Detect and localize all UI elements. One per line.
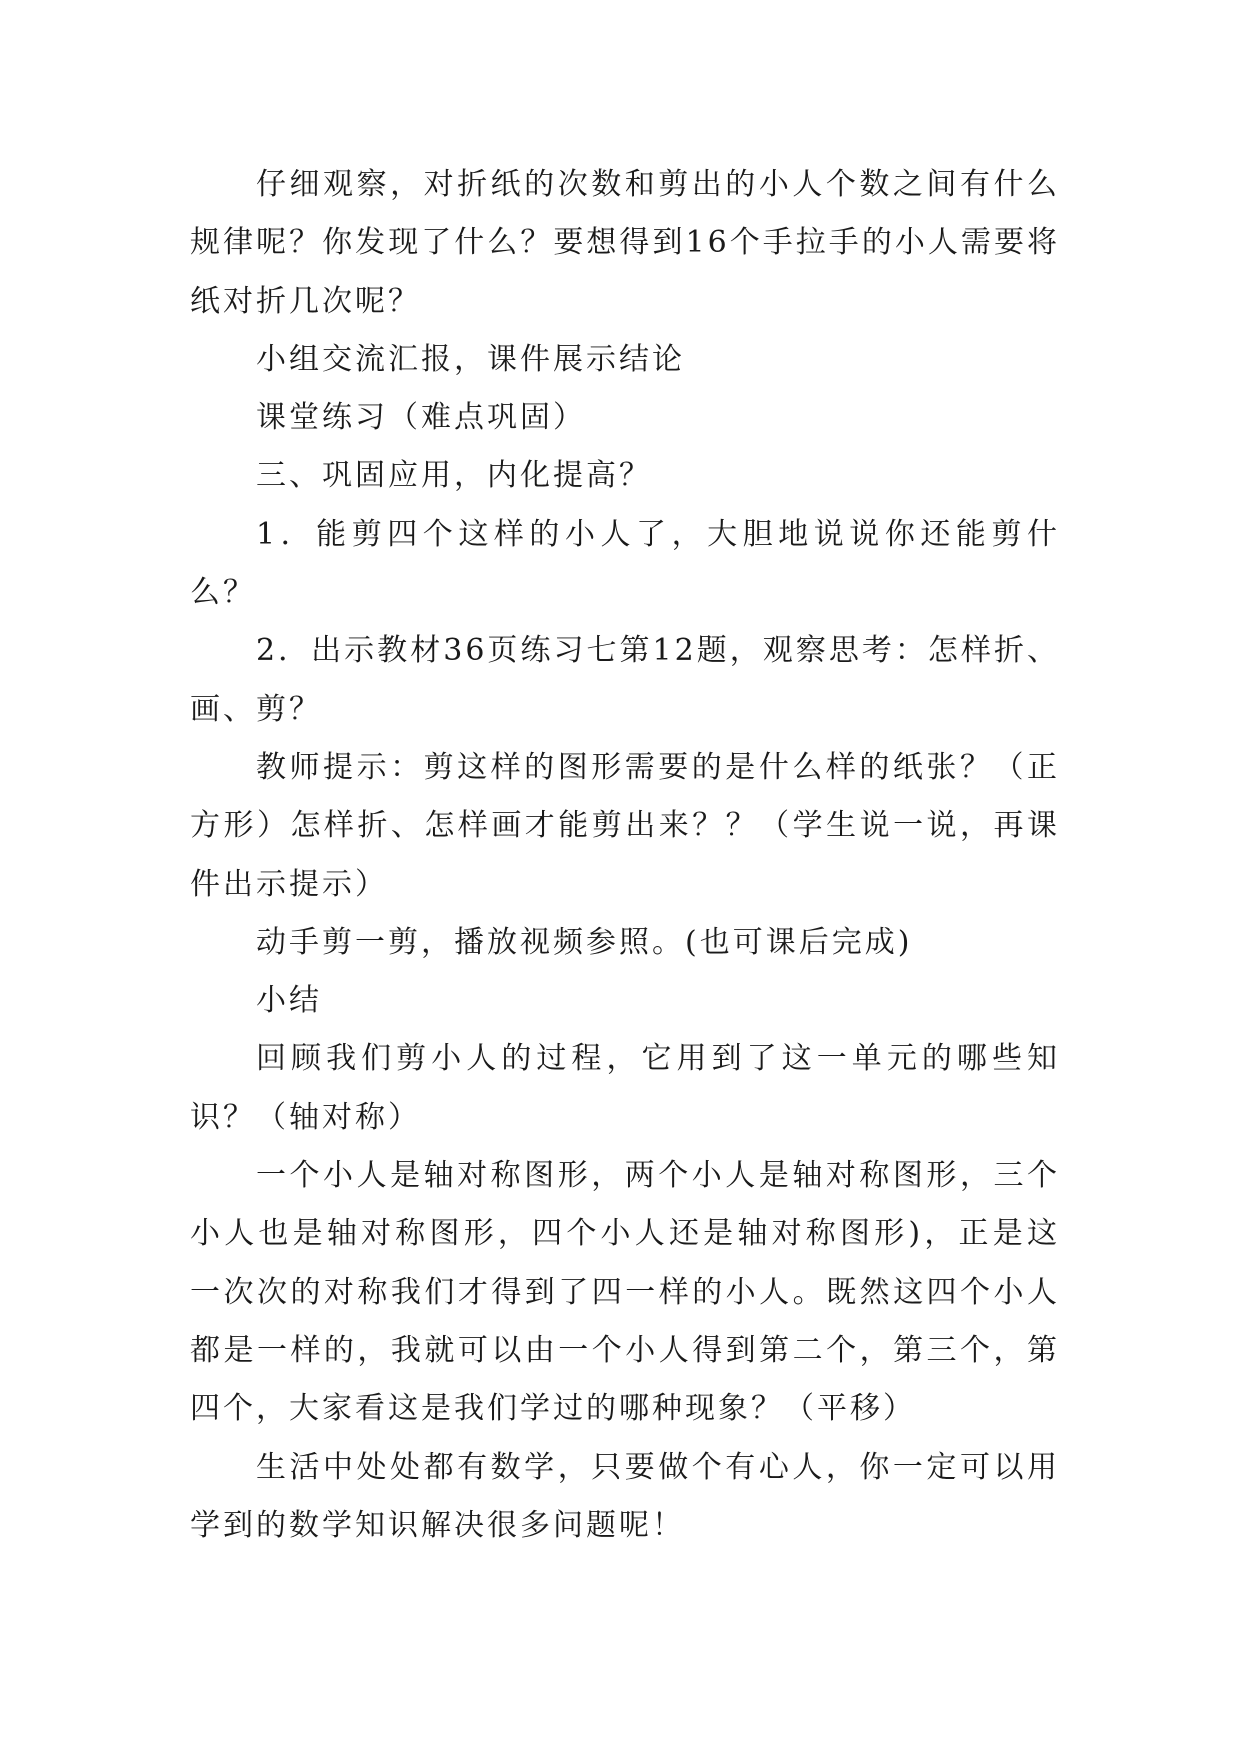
document-body <box>190 156 1060 1555</box>
paragraph-symmetry: 一个小人是轴对称图形，两个小人是轴对称图形，三个小人也是轴对称图形，四个小人还是轴对称图形)，正是这一次次的对称我们才得到了四一样的小人。既然这四个小人都是一样的，我就可以由一个小人得到第二个，第三个，第四个，大家看这是我们学过的哪种现象？（平移） <box>190 1158 1060 1427</box>
paragraph-teacher-hint: 教师提示：剪这样的图形需要的是什么样的纸张？（正方形）怎样折、怎样画才能剪出来？？（学生说一说，再课件出示提示） <box>190 749 1060 902</box>
paragraph-item-1: 1．能剪四个这样的小人了，大胆地说说你还能剪什么？ <box>190 516 1060 611</box>
paragraph-group-report: 小组交流汇报，课件展示结论 <box>256 341 685 377</box>
paragraph-item-2: 2．出示教材36页练习七第12题，观察思考：怎样折、画、剪？ <box>190 633 1060 727</box>
paragraph-observe-question: 仔细观察，对折纸的次数和剪出的小人个数之间有什么规律呢？你发现了什么？要想得到16个手拉手的小人需要将纸对折几次呢？ <box>190 167 1060 319</box>
paragraph-conclusion: 生活中处处都有数学，只要做个有心人，你一定可以用学到的数学知识解决很多问题呢！ <box>190 1449 1060 1543</box>
paragraph-review: 回顾我们剪小人的过程，它用到了这一单元的哪些知识？（轴对称） <box>190 1041 1060 1135</box>
paragraph-summary-heading: 小结 <box>256 983 322 1019</box>
paragraph-class-practice: 课堂练习（难点巩固） <box>256 400 586 436</box>
paragraph-hands-on: 动手剪一剪，播放视频参照。(也可课后完成) <box>256 924 913 960</box>
paragraph-section-three: 三、巩固应用，内化提高？ <box>256 458 652 494</box>
